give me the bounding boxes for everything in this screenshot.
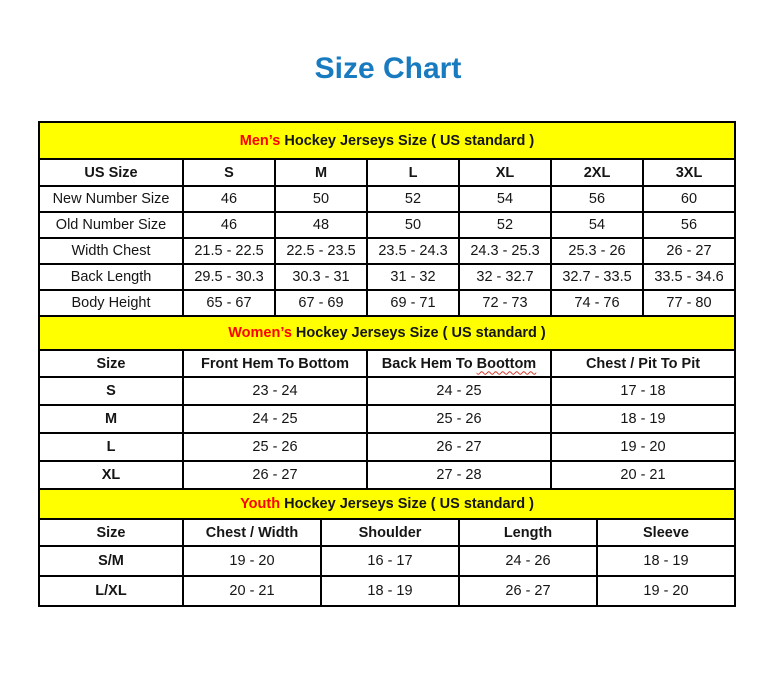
column-header: Chest / Width: [183, 519, 321, 546]
womens-section-title: [39, 316, 735, 350]
size-value-cell: 32 - 32.7: [459, 264, 551, 290]
size-value-cell: 50: [367, 212, 459, 238]
size-value-cell: 74 - 76: [551, 290, 643, 316]
column-header: Front Hem To Bottom: [183, 350, 367, 377]
size-value-cell: 32.7 - 33.5: [551, 264, 643, 290]
size-value-cell: 21.5 - 22.5: [183, 238, 275, 264]
column-header: L: [367, 159, 459, 186]
section-title-rest: Hockey Jerseys Size ( US standard ): [280, 496, 534, 512]
size-value-cell: 26 - 27: [459, 576, 597, 606]
size-value-cell: 18 - 19: [551, 405, 735, 433]
youth-header-row: [39, 519, 735, 546]
size-value-cell: 26 - 27: [643, 238, 735, 264]
size-value-cell: 29.5 - 30.3: [183, 264, 275, 290]
column-header: Size: [39, 519, 183, 546]
size-value-cell: 67 - 69: [275, 290, 367, 316]
table-row: [39, 290, 735, 316]
size-value-cell: 46: [183, 186, 275, 212]
size-value-cell: 56: [643, 212, 735, 238]
size-value-cell: 52: [459, 212, 551, 238]
size-value-cell: 16 - 17: [321, 546, 459, 576]
column-header: 3XL: [643, 159, 735, 186]
size-chart-tables: [38, 121, 736, 607]
column-header: Size: [39, 350, 183, 377]
size-value-cell: 17 - 18: [551, 377, 735, 405]
size-value-cell: 25 - 26: [367, 405, 551, 433]
size-value-cell: 24 - 25: [183, 405, 367, 433]
size-value-cell: 77 - 80: [643, 290, 735, 316]
mens-band-row: [39, 122, 735, 159]
row-label: New Number Size: [39, 186, 183, 212]
table-row: [39, 433, 735, 461]
column-header: XL: [459, 159, 551, 186]
size-value-cell: 18 - 19: [597, 546, 735, 576]
youth-size-table: [38, 488, 736, 607]
column-header: S: [183, 159, 275, 186]
section-title-rest: Hockey Jerseys Size ( US standard ): [280, 132, 535, 149]
size-value-cell: 24 - 25: [367, 377, 551, 405]
size-value-cell: 23.5 - 24.3: [367, 238, 459, 264]
row-label: Back Length: [39, 264, 183, 290]
size-value-cell: 69 - 71: [367, 290, 459, 316]
row-label: M: [39, 405, 183, 433]
row-label: Width Chest: [39, 238, 183, 264]
mens-size-table: [38, 121, 736, 317]
section-accent-label: Women’s: [228, 325, 292, 341]
size-value-cell: 60: [643, 186, 735, 212]
section-title-rest: Hockey Jerseys Size ( US standard ): [291, 325, 546, 341]
size-value-cell: 46: [183, 212, 275, 238]
mens-section-title: [39, 122, 735, 159]
column-header: Sleeve: [597, 519, 735, 546]
row-label: L/XL: [39, 576, 183, 606]
womens-header-row: [39, 350, 735, 377]
size-value-cell: 50: [275, 186, 367, 212]
section-accent-label: Youth: [240, 496, 281, 512]
section-accent-label: Men’s: [239, 132, 281, 149]
column-header: Length: [459, 519, 597, 546]
size-value-cell: 25.3 - 26: [551, 238, 643, 264]
page-title: Size Chart: [314, 52, 462, 85]
column-header: Back Hem To Boottom: [367, 350, 551, 377]
size-value-cell: 27 - 28: [367, 461, 551, 489]
size-value-cell: 18 - 19: [321, 576, 459, 606]
size-value-cell: 65 - 67: [183, 290, 275, 316]
size-value-cell: 24.3 - 25.3: [459, 238, 551, 264]
table-row: [39, 238, 735, 264]
table-row: [39, 264, 735, 290]
misspelled-word: Boottom: [476, 355, 537, 372]
row-label: Old Number Size: [39, 212, 183, 238]
table-row: [39, 461, 735, 489]
size-value-cell: 22.5 - 23.5: [275, 238, 367, 264]
size-value-cell: 56: [551, 186, 643, 212]
size-value-cell: 20 - 21: [183, 576, 321, 606]
column-header: 2XL: [551, 159, 643, 186]
size-value-cell: 19 - 20: [551, 433, 735, 461]
youth-band-row: [39, 489, 735, 519]
size-value-cell: 30.3 - 31: [275, 264, 367, 290]
column-header: Shoulder: [321, 519, 459, 546]
table-row: [39, 576, 735, 606]
size-value-cell: 23 - 24: [183, 377, 367, 405]
table-row: [39, 546, 735, 576]
table-row: [39, 405, 735, 433]
size-value-cell: 24 - 26: [459, 546, 597, 576]
size-value-cell: 31 - 32: [367, 264, 459, 290]
table-row: [39, 377, 735, 405]
row-label: S/M: [39, 546, 183, 576]
size-value-cell: 19 - 20: [597, 576, 735, 606]
table-row: [39, 212, 735, 238]
column-header: M: [275, 159, 367, 186]
size-value-cell: 26 - 27: [367, 433, 551, 461]
size-value-cell: 19 - 20: [183, 546, 321, 576]
youth-section-title: [39, 489, 735, 519]
row-label: S: [39, 377, 183, 405]
womens-band-row: [39, 316, 735, 350]
size-value-cell: 72 - 73: [459, 290, 551, 316]
size-value-cell: 33.5 - 34.6: [643, 264, 735, 290]
row-label: XL: [39, 461, 183, 489]
column-header: Chest / Pit To Pit: [551, 350, 735, 377]
size-value-cell: 20 - 21: [551, 461, 735, 489]
size-value-cell: 54: [459, 186, 551, 212]
size-value-cell: 26 - 27: [183, 461, 367, 489]
row-label: Body Height: [39, 290, 183, 316]
size-value-cell: 52: [367, 186, 459, 212]
size-value-cell: 54: [551, 212, 643, 238]
row-label: L: [39, 433, 183, 461]
table-row: [39, 186, 735, 212]
size-value-cell: 48: [275, 212, 367, 238]
size-value-cell: 25 - 26: [183, 433, 367, 461]
mens-header-row: [39, 159, 735, 186]
womens-size-table: [38, 315, 736, 490]
column-header: US Size: [39, 159, 183, 186]
